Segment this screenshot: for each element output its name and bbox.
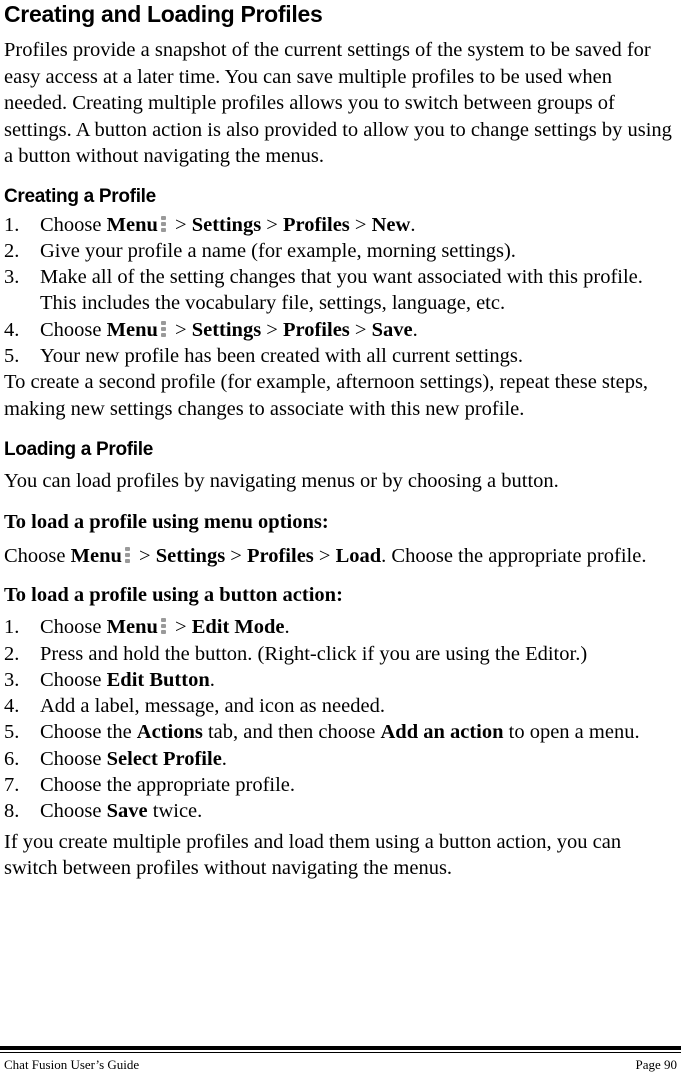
ui-term: Edit Mode [191,616,285,639]
menu-dots-icon [160,617,168,635]
page-footer [4,1057,677,1073]
list-item-number: 3. [4,668,20,691]
list-item-number: 4. [4,695,20,718]
list-item-number: 4. [4,318,20,341]
ui-term: Save [371,318,413,341]
menu-options-heading: To load a profile using menu options: [4,510,329,533]
list-item-number: 3. [4,266,20,289]
ui-term: Add an action [380,721,504,744]
ui-term: Settings [191,213,262,236]
list-item: 8. Choose Save twice. [4,798,678,824]
list-item-number: 8. [4,800,20,823]
footer-rule-thin [0,1052,681,1053]
list-item: 3. Choose Edit Button. [4,667,678,693]
footer-guide-title: Chat Fusion User’s Guide [4,1057,140,1072]
ui-term: Menu [106,616,158,639]
list-item: 7. Choose the appropriate profile. [4,772,678,798]
footer-rule-thick [0,1046,681,1050]
list-item-number: 1. [4,213,20,236]
page-title: Creating and Loading Profiles [4,1,323,27]
ui-term: Menu [70,544,122,567]
menu-dots-icon [124,546,132,564]
list-item-number: 6. [4,747,20,770]
ui-term: Load [335,544,382,567]
list-item: 1. Choose Menu > Settings > Profiles > New. [4,212,678,238]
list-item-number: 2. [4,642,20,665]
ui-term: Edit Button [106,668,210,691]
ui-term: Settings [191,318,262,341]
menu-options-paragraph: Choose Menu > Settings > Profiles > Load. Choose the appropriate profile. [4,544,647,567]
list-item-number: 5. [4,344,20,367]
menu-dots-icon [160,320,168,338]
ui-term: Save [106,800,148,823]
ui-term: New [371,213,411,236]
menu-dots-icon [160,215,168,233]
list-item: 1. Choose Menu > Edit Mode. [4,614,678,640]
document-page [4,0,678,882]
list-item: 6. Choose Select Profile. [4,746,678,772]
creating-after-paragraph: To create a second profile (for example, afternoon settings), repeat these steps, making new settings changes to associate with this new profile. [4,371,649,420]
list-item: 2. Press and hold the button. (Right-click if you are using the Editor.) [4,641,678,667]
ui-term: Profiles [246,544,314,567]
list-item-number: 5. [4,721,20,744]
list-item-number: 2. [4,239,20,262]
ui-term: Menu [106,318,158,341]
list-item: 4. Add a label, message, and icon as needed. [4,693,678,719]
closing-paragraph: If you create multiple profiles and load them using a button action, you can switch between profiles without navigating the menus. [4,830,622,880]
creating-profile-heading: Creating a Profile [4,185,156,207]
creating-steps-list [4,212,678,370]
list-item: 4. Choose Menu > Settings > Profiles > Save. [4,317,678,343]
intro-paragraph: Profiles provide a snapshot of the current settings of the system to be saved for easy access at a later time. You can save multiple profiles to be used when needed. Creating multiple profiles allows you to switch between groups of settings. A button action is also provided to allow you to change settings by using a button without navigating the menus. [4,39,672,167]
list-item: 2. Give your profile a name (for example, morning settings). [4,238,678,264]
ui-term: Settings [155,544,226,567]
list-item: 5. Your new profile has been created with all current settings. [4,343,678,369]
footer-page-number: Page 90 [635,1057,677,1072]
list-item: 5. Choose the Actions tab, and then choose Add an action to open a menu. [4,719,678,745]
list-item-number: 7. [4,774,20,797]
ui-term: Menu [106,213,158,236]
ui-term: Actions [136,721,203,744]
loading-profile-heading: Loading a Profile [4,439,154,461]
button-action-heading: To load a profile using a button action: [4,584,343,607]
list-item-number: 1. [4,616,20,639]
ui-term: Profiles [282,318,350,341]
list-item: 3. Make all of the setting changes that you want associated with this profile. This includes the vocabulary file, settings, language, etc. [4,266,643,315]
loading-intro-paragraph: You can load profiles by navigating menus or by choosing a button. [4,470,559,493]
ui-term: Select Profile [106,747,222,770]
ui-term: Profiles [282,213,350,236]
button-steps-list [4,614,678,824]
